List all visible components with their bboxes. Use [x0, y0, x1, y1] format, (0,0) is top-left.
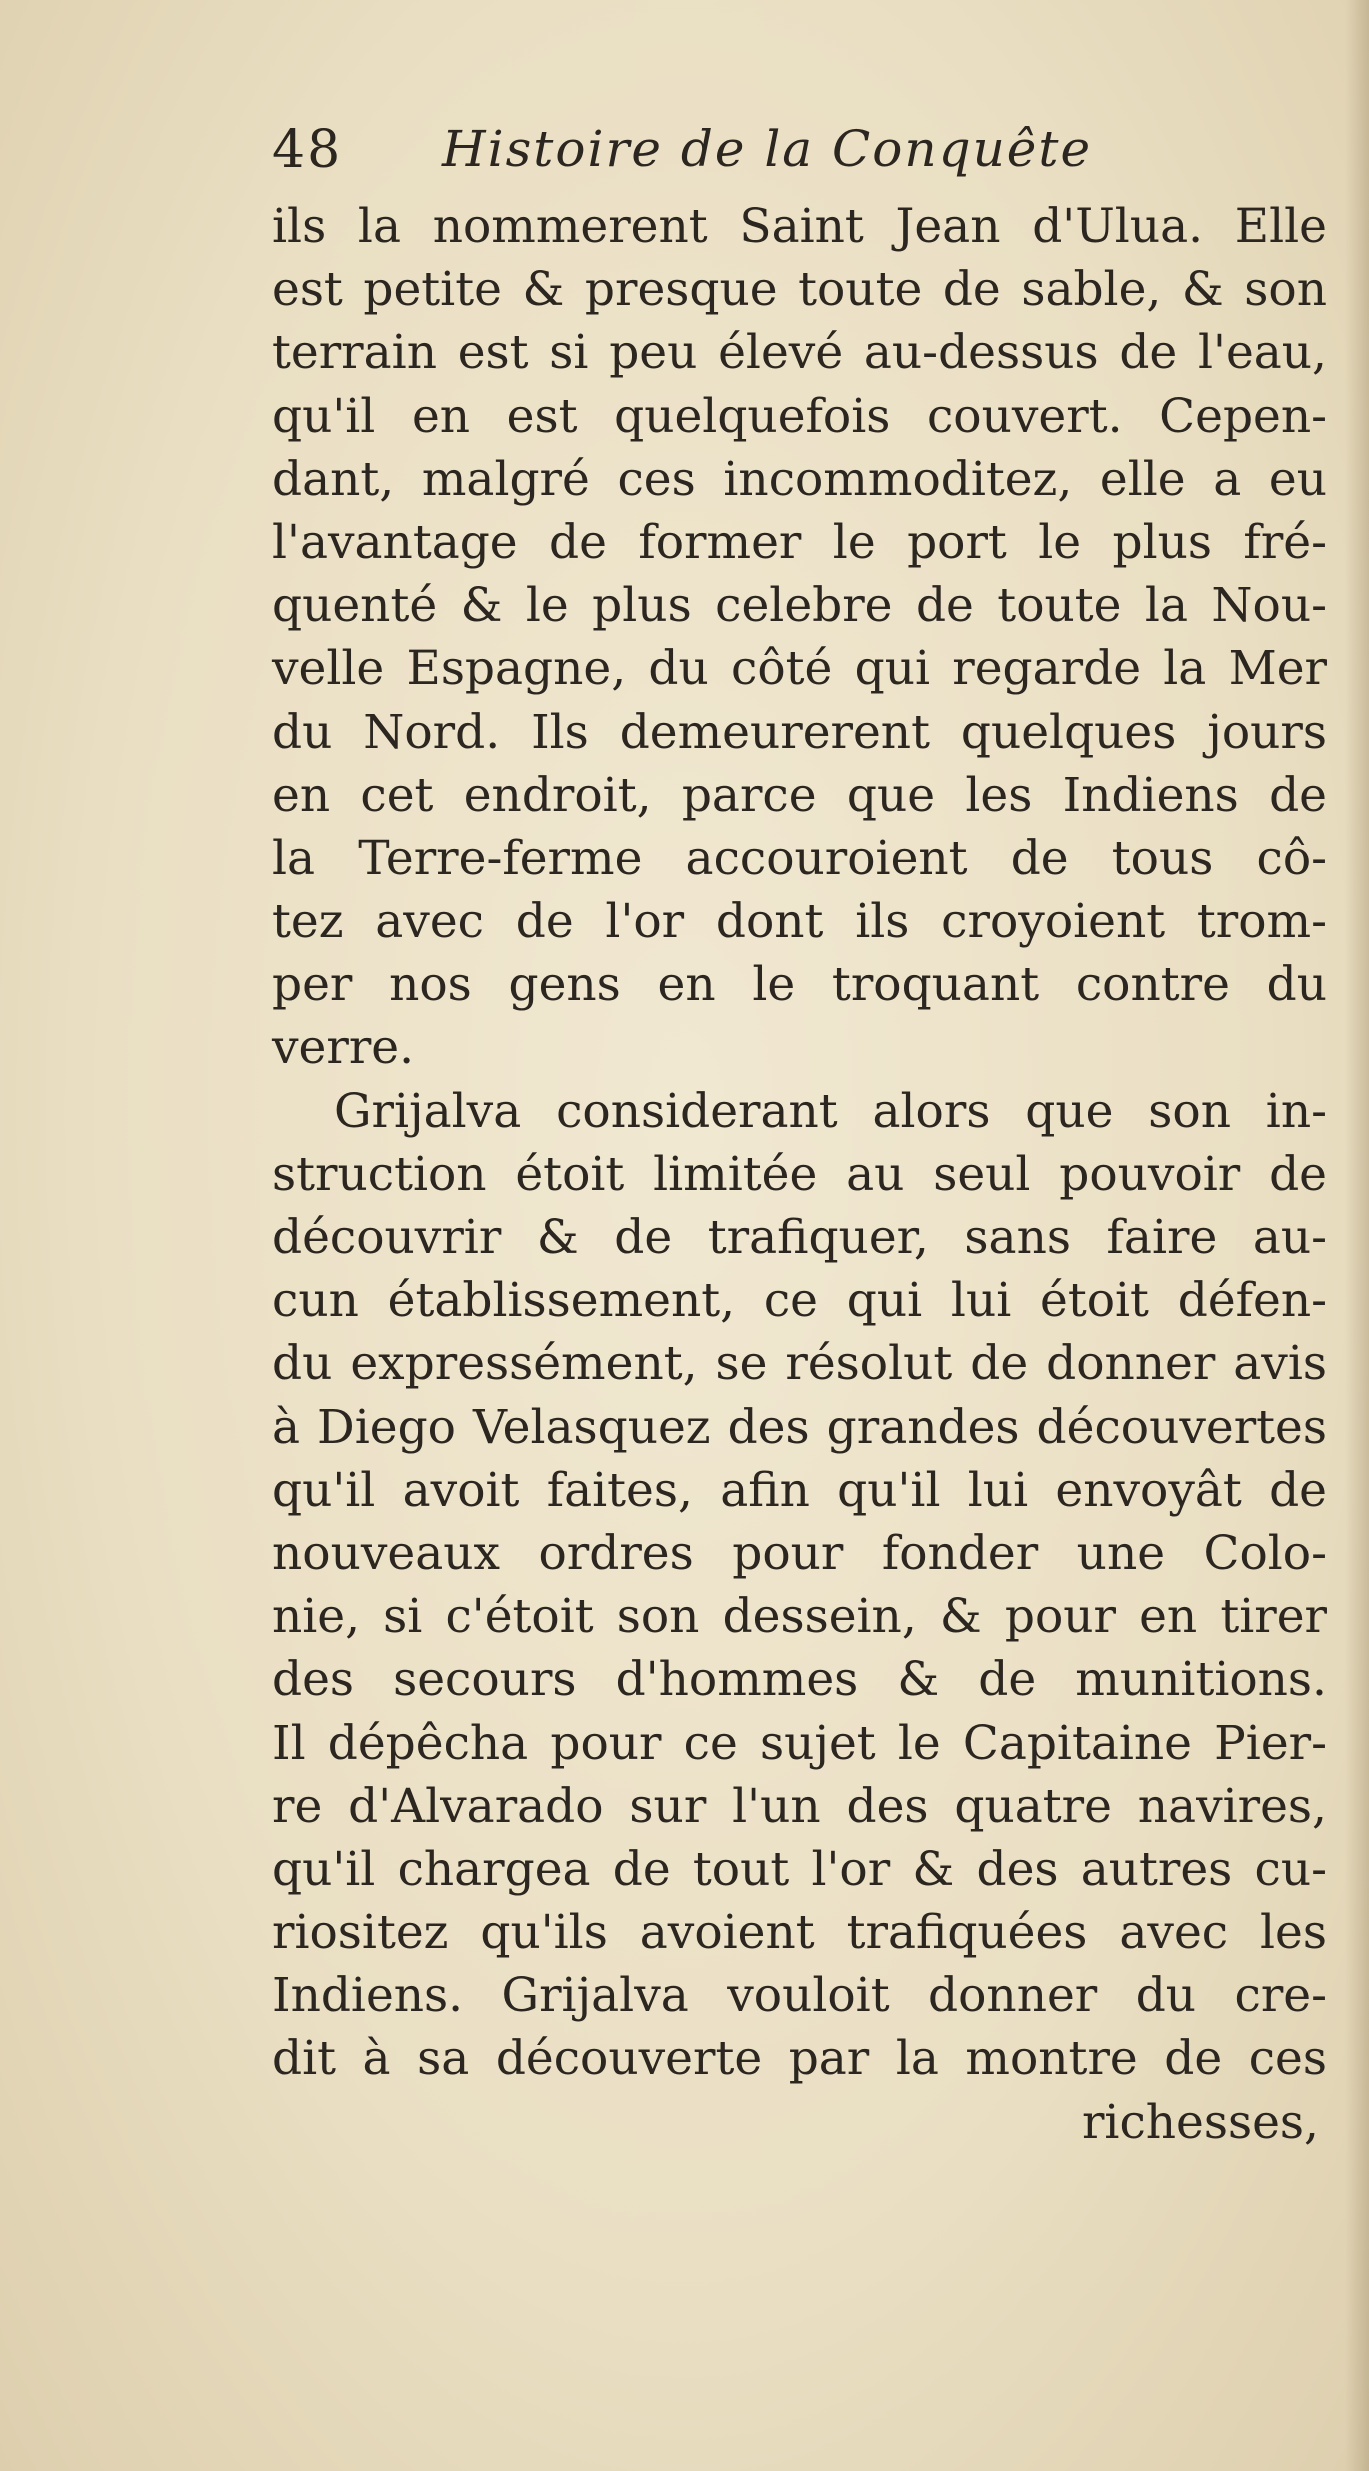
paragraph-start-line: Grijalva considerant alors que son in- [334, 1083, 1327, 1139]
text-line: des secours d'hommes & de munitions. [272, 1652, 1327, 1708]
text-line: dant, malgré ces incommoditez, elle a eu [272, 451, 1327, 507]
text-line: du Nord. Ils demeurerent quelques jours [272, 704, 1327, 760]
text-line: qu'il chargea de tout l'or & des autres cu- [272, 1841, 1327, 1897]
text-line: quenté & le plus celebre de toute la Nou- [272, 578, 1327, 634]
text-line: la Terre-ferme accouroient de tous cô- [272, 830, 1327, 886]
body-text [272, 195, 1327, 2154]
catchword: richesses, [1081, 2094, 1319, 2150]
text-line: du expressément, se résolut de donner avis [272, 1336, 1327, 1392]
text-line: per nos gens en le troquant contre du [272, 957, 1327, 1013]
page-number: 48 [272, 120, 343, 180]
text-line: struction étoit limitée au seul pouvoir de [272, 1146, 1327, 1202]
text-line: terrain est si peu élevé au-dessus de l'eau, [272, 325, 1327, 381]
running-title: Histoire de la Conquête [442, 120, 1093, 178]
text-line: à Diego Velasquez des grandes découvertes [272, 1399, 1327, 1455]
text-line: est petite & presque toute de sable, & son [272, 262, 1327, 318]
text-line: qu'il avoit faites, afin qu'il lui envoyât de [272, 1462, 1327, 1518]
text-line: Indiens. Grijalva vouloit donner du cre- [272, 1968, 1327, 2024]
text-line: velle Espagne, du côté qui regarde la Mer [272, 641, 1327, 697]
text-line: qu'il en est quelquefois couvert. Cepen- [272, 388, 1327, 444]
text-line: ils la nommerent Saint Jean d'Ulua. Elle [272, 199, 1327, 254]
text-line: nie, si c'étoit son dessein, & pour en tirer [272, 1589, 1327, 1645]
text-line: en cet endroit, parce que les Indiens de [272, 767, 1327, 823]
text-line: cun établissement, ce qui lui étoit défen- [272, 1273, 1327, 1329]
text-line: riositez qu'ils avoient trafiquées avec les [272, 1905, 1327, 1961]
text-line: dit à sa découverte par la montre de ces [272, 2031, 1327, 2087]
running-head [272, 120, 1312, 192]
text-line: nouveaux ordres pour fonder une Colo- [272, 1525, 1327, 1581]
text-line: verre. [272, 1020, 415, 1076]
text-line: découvrir & de trafiquer, sans faire au- [272, 1210, 1327, 1265]
text-line: l'avantage de former le port le plus fré- [272, 514, 1327, 570]
text-line: Il dépêcha pour ce sujet le Capitaine Pier- [272, 1715, 1327, 1771]
text-line: re d'Alvarado sur l'un des quatre navires, [272, 1778, 1327, 1834]
text-line: tez avec de l'or dont ils croyoient trom- [272, 894, 1327, 950]
